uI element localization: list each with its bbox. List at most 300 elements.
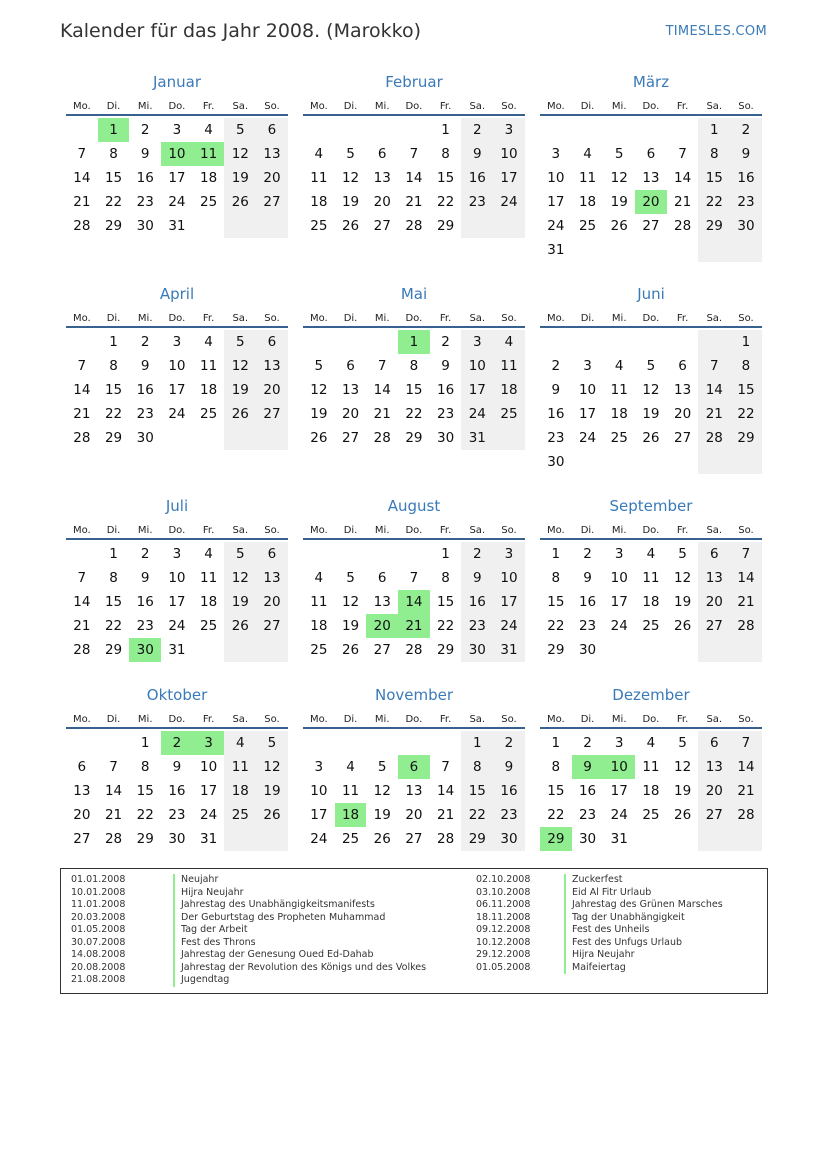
day-cell[interactable]: 19 (341, 618, 360, 634)
day-cell[interactable]: 27 (674, 430, 692, 446)
day-cell[interactable]: 28 (674, 218, 692, 234)
day-cell[interactable]: 28 (405, 642, 423, 658)
day-cell[interactable]: 8 (441, 570, 450, 586)
day-cell[interactable]: 5 (614, 146, 624, 162)
day-cell[interactable]: 26 (674, 807, 692, 823)
day-cell[interactable]: 19 (341, 194, 360, 210)
day-cell[interactable]: 31 (493, 638, 525, 662)
day-cell[interactable]: 20 (698, 779, 730, 803)
day-cell[interactable]: 1 (698, 118, 730, 142)
day-cell[interactable]: 11 (200, 358, 218, 374)
day-cell[interactable]: 22 (547, 618, 565, 634)
day-cell[interactable]: 4 (224, 731, 256, 755)
day-cell[interactable]: 17 (310, 807, 328, 823)
day-cell[interactable]: 16 (136, 594, 154, 610)
day-cell[interactable]: 23 (168, 807, 186, 823)
day-cell-holiday[interactable]: 1 (398, 330, 430, 354)
day-cell[interactable]: 21 (104, 807, 123, 823)
day-cell[interactable]: 18 (200, 594, 218, 610)
day-cell[interactable]: 19 (674, 783, 692, 799)
day-cell[interactable]: 22 (104, 406, 123, 422)
day-cell[interactable]: 1 (551, 735, 561, 751)
day-cell[interactable]: 31 (461, 426, 493, 450)
day-cell[interactable]: 12 (674, 570, 692, 586)
day-cell[interactable]: 31 (610, 831, 628, 847)
day-cell[interactable]: 24 (168, 618, 186, 634)
day-cell[interactable]: 3 (172, 546, 182, 562)
day-cell[interactable]: 1 (441, 546, 450, 562)
day-cell[interactable]: 27 (642, 218, 660, 234)
day-cell[interactable]: 24 (200, 807, 218, 823)
day-cell[interactable]: 13 (73, 783, 91, 799)
day-cell[interactable]: 25 (642, 618, 660, 634)
day-cell-holiday[interactable]: 29 (540, 827, 572, 851)
day-cell[interactable]: 28 (73, 642, 91, 658)
day-cell[interactable]: 17 (493, 590, 525, 614)
day-cell[interactable]: 8 (409, 358, 419, 374)
day-cell-holiday[interactable]: 10 (603, 755, 635, 779)
day-cell[interactable]: 31 (168, 218, 186, 234)
day-cell[interactable]: 21 (73, 406, 91, 422)
day-cell[interactable]: 3 (614, 735, 624, 751)
day-cell[interactable]: 23 (136, 194, 154, 210)
day-cell[interactable]: 5 (646, 358, 656, 374)
day-cell[interactable]: 13 (674, 382, 692, 398)
day-cell[interactable]: 11 (642, 570, 660, 586)
day-cell[interactable]: 7 (409, 570, 419, 586)
day-cell[interactable]: 2 (140, 334, 150, 350)
day-cell[interactable]: 12 (224, 566, 256, 590)
day-cell[interactable]: 18 (610, 406, 628, 422)
day-cell[interactable]: 22 (136, 807, 154, 823)
day-cell[interactable]: 24 (493, 190, 525, 214)
day-cell[interactable]: 17 (493, 166, 525, 190)
day-cell-holiday[interactable]: 14 (398, 590, 430, 614)
day-cell[interactable]: 27 (73, 831, 91, 847)
day-cell[interactable]: 23 (136, 406, 154, 422)
day-cell[interactable]: 29 (405, 430, 423, 446)
day-cell[interactable]: 25 (310, 642, 328, 658)
day-cell[interactable]: 16 (547, 406, 565, 422)
day-cell[interactable]: 7 (730, 731, 762, 755)
day-cell[interactable]: 7 (109, 759, 118, 775)
day-cell[interactable]: 26 (341, 642, 360, 658)
day-cell[interactable]: 26 (224, 614, 256, 638)
day-cell-holiday[interactable]: 2 (161, 731, 193, 755)
day-cell[interactable]: 11 (341, 783, 360, 799)
day-cell[interactable]: 28 (698, 426, 730, 450)
day-cell[interactable]: 9 (730, 142, 762, 166)
day-cell[interactable]: 14 (73, 170, 91, 186)
day-cell[interactable]: 15 (104, 170, 123, 186)
day-cell[interactable]: 23 (730, 190, 762, 214)
day-cell[interactable]: 15 (437, 170, 455, 186)
day-cell[interactable]: 5 (678, 546, 687, 562)
day-cell-holiday[interactable]: 9 (572, 755, 604, 779)
day-cell[interactable]: 3 (614, 546, 624, 562)
day-cell[interactable]: 26 (341, 218, 360, 234)
day-cell[interactable]: 19 (674, 594, 692, 610)
day-cell[interactable]: 5 (346, 570, 355, 586)
day-cell[interactable]: 1 (109, 334, 118, 350)
day-cell[interactable]: 2 (730, 118, 762, 142)
day-cell[interactable]: 10 (168, 570, 186, 586)
day-cell[interactable]: 14 (730, 755, 762, 779)
day-cell[interactable]: 17 (578, 406, 597, 422)
day-cell[interactable]: 13 (256, 142, 288, 166)
day-cell[interactable]: 21 (698, 402, 730, 426)
day-cell-holiday[interactable]: 3 (193, 731, 225, 755)
day-cell[interactable]: 6 (346, 358, 355, 374)
day-cell[interactable]: 19 (610, 194, 628, 210)
day-cell[interactable]: 7 (77, 570, 87, 586)
day-cell-holiday[interactable]: 11 (193, 142, 225, 166)
day-cell[interactable]: 14 (674, 170, 692, 186)
day-cell[interactable]: 9 (172, 759, 182, 775)
day-cell[interactable]: 28 (730, 614, 762, 638)
day-cell[interactable]: 19 (310, 406, 328, 422)
day-cell[interactable]: 15 (698, 166, 730, 190)
day-cell[interactable]: 26 (224, 402, 256, 426)
day-cell[interactable]: 30 (730, 214, 762, 238)
day-cell[interactable]: 20 (256, 378, 288, 402)
day-cell[interactable]: 28 (104, 831, 123, 847)
day-cell[interactable]: 25 (341, 831, 360, 847)
day-cell[interactable]: 30 (136, 218, 154, 234)
day-cell[interactable]: 9 (140, 146, 150, 162)
day-cell[interactable]: 16 (168, 783, 186, 799)
day-cell[interactable]: 23 (547, 430, 565, 446)
day-cell[interactable]: 31 (200, 831, 218, 847)
day-cell[interactable]: 14 (405, 170, 423, 186)
day-cell[interactable]: 6 (678, 358, 687, 374)
day-cell[interactable]: 2 (493, 731, 525, 755)
day-cell[interactable]: 31 (547, 242, 565, 258)
day-cell[interactable]: 14 (373, 382, 391, 398)
day-cell[interactable]: 1 (441, 122, 450, 138)
day-cell[interactable]: 30 (493, 827, 525, 851)
day-cell[interactable]: 18 (200, 382, 218, 398)
day-cell[interactable]: 15 (104, 594, 123, 610)
day-cell[interactable]: 22 (547, 807, 565, 823)
day-cell[interactable]: 13 (405, 783, 423, 799)
day-cell[interactable]: 7 (77, 358, 87, 374)
day-cell[interactable]: 10 (493, 566, 525, 590)
day-cell[interactable]: 11 (642, 759, 660, 775)
day-cell[interactable]: 9 (493, 755, 525, 779)
day-cell[interactable]: 2 (441, 334, 450, 350)
day-cell[interactable]: 7 (409, 146, 419, 162)
day-cell[interactable]: 6 (646, 146, 656, 162)
day-cell[interactable]: 5 (377, 759, 387, 775)
day-cell[interactable]: 13 (698, 566, 730, 590)
day-cell[interactable]: 1 (730, 330, 762, 354)
day-cell[interactable]: 14 (73, 382, 91, 398)
day-cell[interactable]: 16 (461, 590, 493, 614)
day-cell[interactable]: 24 (493, 614, 525, 638)
day-cell[interactable]: 17 (610, 594, 628, 610)
day-cell[interactable]: 15 (104, 382, 123, 398)
day-cell[interactable]: 16 (493, 779, 525, 803)
day-cell[interactable]: 17 (168, 170, 186, 186)
day-cell[interactable]: 6 (77, 759, 87, 775)
day-cell[interactable]: 16 (437, 382, 455, 398)
day-cell[interactable]: 4 (493, 330, 525, 354)
day-cell[interactable]: 5 (224, 542, 256, 566)
day-cell[interactable]: 4 (204, 546, 213, 562)
day-cell[interactable]: 15 (730, 378, 762, 402)
day-cell[interactable]: 6 (256, 542, 288, 566)
day-cell[interactable]: 14 (730, 566, 762, 590)
day-cell[interactable]: 19 (373, 807, 391, 823)
day-cell[interactable]: 18 (310, 194, 328, 210)
day-cell[interactable]: 8 (551, 759, 561, 775)
day-cell[interactable]: 23 (461, 614, 493, 638)
day-cell[interactable]: 2 (461, 542, 493, 566)
day-cell[interactable]: 17 (547, 194, 565, 210)
day-cell-holiday[interactable]: 20 (635, 190, 667, 214)
day-cell[interactable]: 17 (200, 783, 218, 799)
day-cell[interactable]: 18 (493, 378, 525, 402)
day-cell-holiday[interactable]: 30 (129, 638, 161, 662)
day-cell[interactable]: 13 (698, 755, 730, 779)
day-cell[interactable]: 7 (77, 146, 87, 162)
day-cell[interactable]: 10 (461, 354, 493, 378)
day-cell[interactable]: 21 (73, 194, 91, 210)
day-cell[interactable]: 12 (224, 142, 256, 166)
day-cell[interactable]: 29 (730, 426, 762, 450)
day-cell[interactable]: 19 (642, 406, 660, 422)
day-cell[interactable]: 26 (310, 430, 328, 446)
day-cell[interactable]: 10 (610, 570, 628, 586)
day-cell[interactable]: 3 (172, 334, 182, 350)
day-cell[interactable]: 5 (256, 731, 288, 755)
day-cell[interactable]: 2 (583, 735, 592, 751)
day-cell[interactable]: 12 (341, 170, 360, 186)
day-cell[interactable]: 20 (256, 590, 288, 614)
day-cell[interactable]: 20 (698, 590, 730, 614)
day-cell-holiday[interactable]: 20 (366, 614, 398, 638)
day-cell[interactable]: 10 (200, 759, 218, 775)
day-cell[interactable]: 4 (614, 358, 624, 374)
day-cell[interactable]: 29 (437, 642, 455, 658)
day-cell[interactable]: 5 (224, 330, 256, 354)
day-cell[interactable]: 29 (104, 430, 123, 446)
day-cell[interactable]: 12 (674, 759, 692, 775)
day-cell[interactable]: 23 (578, 807, 597, 823)
day-cell[interactable]: 23 (437, 406, 455, 422)
day-cell[interactable]: 27 (373, 642, 391, 658)
day-cell[interactable]: 12 (224, 354, 256, 378)
day-cell[interactable]: 10 (168, 358, 186, 374)
day-cell-holiday[interactable]: 10 (161, 142, 193, 166)
day-cell[interactable]: 15 (547, 594, 565, 610)
day-cell[interactable]: 31 (168, 642, 186, 658)
day-cell[interactable]: 18 (642, 783, 660, 799)
day-cell[interactable]: 20 (73, 807, 91, 823)
day-cell[interactable]: 17 (168, 382, 186, 398)
day-cell[interactable]: 4 (346, 759, 355, 775)
day-cell[interactable]: 17 (461, 378, 493, 402)
day-cell-holiday[interactable]: 18 (335, 803, 367, 827)
day-cell[interactable]: 12 (341, 594, 360, 610)
day-cell[interactable]: 22 (461, 803, 493, 827)
day-cell[interactable]: 2 (461, 118, 493, 142)
day-cell[interactable]: 28 (405, 218, 423, 234)
day-cell[interactable]: 21 (373, 406, 391, 422)
day-cell[interactable]: 21 (674, 194, 692, 210)
day-cell[interactable]: 27 (256, 190, 288, 214)
day-cell[interactable]: 25 (642, 807, 660, 823)
day-cell[interactable]: 30 (461, 638, 493, 662)
day-cell[interactable]: 15 (136, 783, 154, 799)
day-cell[interactable]: 26 (674, 618, 692, 634)
day-cell[interactable]: 24 (461, 402, 493, 426)
day-cell[interactable]: 24 (310, 831, 328, 847)
day-cell[interactable]: 18 (578, 194, 597, 210)
day-cell[interactable]: 24 (610, 618, 628, 634)
day-cell[interactable]: 16 (136, 170, 154, 186)
day-cell[interactable]: 1 (461, 731, 493, 755)
day-cell[interactable]: 12 (310, 382, 328, 398)
day-cell[interactable]: 5 (346, 146, 355, 162)
day-cell[interactable]: 19 (224, 590, 256, 614)
day-cell[interactable]: 5 (678, 735, 687, 751)
day-cell[interactable]: 22 (104, 618, 123, 634)
day-cell[interactable]: 9 (140, 358, 150, 374)
day-cell[interactable]: 8 (551, 570, 561, 586)
day-cell[interactable]: 30 (136, 430, 154, 446)
day-cell[interactable]: 22 (405, 406, 423, 422)
day-cell[interactable]: 15 (461, 779, 493, 803)
day-cell[interactable]: 20 (341, 406, 360, 422)
day-cell[interactable]: 7 (730, 542, 762, 566)
day-cell[interactable]: 26 (373, 831, 391, 847)
day-cell[interactable]: 3 (493, 542, 525, 566)
day-cell[interactable]: 6 (256, 330, 288, 354)
day-cell[interactable]: 22 (730, 402, 762, 426)
day-cell[interactable]: 12 (256, 755, 288, 779)
day-cell[interactable]: 15 (437, 594, 455, 610)
day-cell[interactable]: 16 (578, 594, 597, 610)
day-cell[interactable]: 27 (405, 831, 423, 847)
day-cell[interactable]: 4 (646, 546, 656, 562)
day-cell[interactable]: 26 (610, 218, 628, 234)
day-cell[interactable]: 20 (373, 194, 391, 210)
day-cell[interactable]: 2 (551, 358, 561, 374)
day-cell[interactable]: 1 (140, 735, 150, 751)
day-cell[interactable]: 27 (373, 218, 391, 234)
day-cell[interactable]: 25 (610, 430, 628, 446)
day-cell[interactable]: 7 (441, 759, 450, 775)
day-cell[interactable]: 11 (224, 755, 256, 779)
day-cell[interactable]: 21 (73, 618, 91, 634)
day-cell[interactable]: 6 (377, 146, 387, 162)
day-cell[interactable]: 19 (256, 779, 288, 803)
day-cell[interactable]: 4 (314, 570, 324, 586)
day-cell[interactable]: 21 (405, 194, 423, 210)
day-cell[interactable]: 6 (698, 731, 730, 755)
day-cell[interactable]: 21 (437, 807, 455, 823)
day-cell[interactable]: 23 (136, 618, 154, 634)
day-cell[interactable]: 3 (493, 118, 525, 142)
day-cell[interactable]: 25 (310, 218, 328, 234)
day-cell[interactable]: 8 (730, 354, 762, 378)
day-cell[interactable]: 27 (698, 614, 730, 638)
day-cell[interactable]: 29 (104, 642, 123, 658)
day-cell[interactable]: 18 (224, 779, 256, 803)
day-cell[interactable]: 30 (437, 430, 455, 446)
day-cell[interactable]: 1 (109, 546, 118, 562)
day-cell[interactable]: 5 (314, 358, 324, 374)
day-cell[interactable]: 4 (204, 334, 213, 350)
day-cell[interactable]: 7 (678, 146, 687, 162)
day-cell[interactable]: 13 (256, 354, 288, 378)
day-cell[interactable]: 18 (310, 618, 328, 634)
day-cell[interactable]: 8 (109, 146, 118, 162)
day-cell[interactable]: 22 (437, 618, 455, 634)
day-cell[interactable]: 16 (730, 166, 762, 190)
day-cell[interactable]: 13 (373, 594, 391, 610)
day-cell[interactable]: 21 (730, 590, 762, 614)
day-cell[interactable]: 24 (610, 807, 628, 823)
day-cell[interactable]: 11 (200, 570, 218, 586)
day-cell[interactable]: 28 (730, 803, 762, 827)
day-cell[interactable]: 29 (104, 218, 123, 234)
day-cell[interactable]: 11 (310, 594, 328, 610)
day-cell[interactable]: 11 (493, 354, 525, 378)
day-cell[interactable]: 12 (610, 170, 628, 186)
day-cell[interactable]: 29 (547, 642, 565, 658)
day-cell[interactable]: 23 (461, 190, 493, 214)
day-cell[interactable]: 8 (109, 358, 118, 374)
day-cell[interactable]: 9 (551, 382, 561, 398)
day-cell[interactable]: 27 (256, 402, 288, 426)
day-cell[interactable]: 9 (461, 142, 493, 166)
day-cell[interactable]: 29 (461, 827, 493, 851)
day-cell[interactable]: 28 (73, 430, 91, 446)
day-cell[interactable]: 3 (172, 122, 182, 138)
day-cell[interactable]: 8 (461, 755, 493, 779)
day-cell[interactable]: 12 (642, 382, 660, 398)
day-cell[interactable]: 11 (310, 170, 328, 186)
day-cell[interactable]: 25 (224, 803, 256, 827)
day-cell[interactable]: 28 (373, 430, 391, 446)
day-cell[interactable]: 28 (437, 831, 455, 847)
day-cell[interactable]: 14 (104, 783, 123, 799)
day-cell[interactable]: 24 (578, 430, 597, 446)
day-cell[interactable]: 27 (341, 430, 360, 446)
day-cell[interactable]: 29 (698, 214, 730, 238)
day-cell[interactable]: 25 (200, 406, 218, 422)
day-cell[interactable]: 3 (314, 759, 324, 775)
day-cell[interactable]: 22 (104, 194, 123, 210)
day-cell[interactable]: 8 (109, 570, 118, 586)
day-cell[interactable]: 28 (73, 218, 91, 234)
day-cell[interactable]: 14 (698, 378, 730, 402)
day-cell-holiday[interactable]: 21 (398, 614, 430, 638)
day-cell[interactable]: 25 (200, 194, 218, 210)
day-cell[interactable]: 22 (698, 190, 730, 214)
day-cell[interactable]: 3 (461, 330, 493, 354)
brand-logo[interactable]: TIMESLES.COM (665, 24, 767, 39)
day-cell[interactable]: 24 (168, 194, 186, 210)
day-cell[interactable]: 15 (547, 783, 565, 799)
day-cell[interactable]: 30 (168, 831, 186, 847)
day-cell[interactable]: 16 (578, 783, 597, 799)
day-cell[interactable]: 13 (642, 170, 660, 186)
day-cell[interactable]: 11 (610, 382, 628, 398)
